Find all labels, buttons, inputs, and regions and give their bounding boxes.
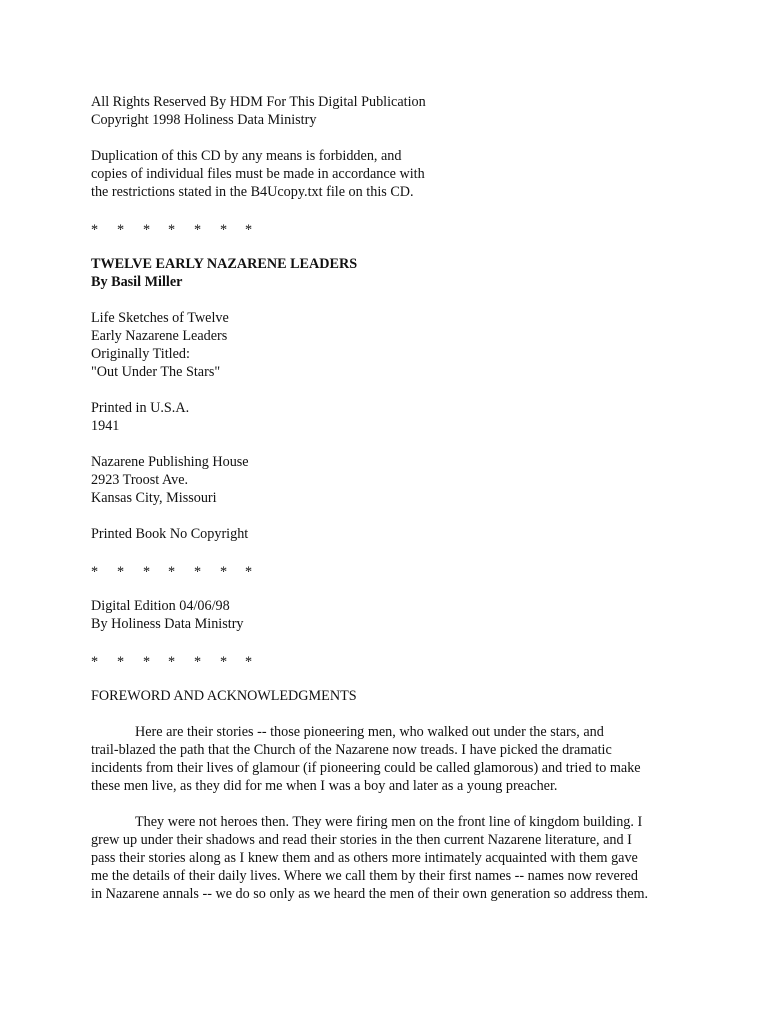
paragraph-line: me the details of their daily lives. Where we call them by their first names -- names now revered xyxy=(91,868,638,884)
separator-star: * xyxy=(245,654,253,670)
digital-edition-line-2: By Holiness Data Ministry xyxy=(91,616,244,632)
paragraph-line: grew up under their shadows and read their stories in the then current Nazarene literature, and I xyxy=(91,832,632,848)
separator-stars xyxy=(91,561,691,579)
separator-star: * xyxy=(168,654,176,670)
subtitle-line-1: Life Sketches of Twelve xyxy=(91,310,229,326)
paragraph-line: incidents from their lives of glamour (if pioneering could be called glamorous) and tried to make xyxy=(91,760,641,776)
separator-star: * xyxy=(220,654,228,670)
document-page xyxy=(91,93,691,903)
foreword-heading: FOREWORD AND ACKNOWLEDGMENTS xyxy=(91,688,357,704)
separator-star: * xyxy=(168,222,176,238)
separator-stars xyxy=(91,219,691,237)
book-title: TWELVE EARLY NAZARENE LEADERS xyxy=(91,256,358,272)
paragraph-line: pass their stories along as I knew them and as others more intimately acquainted with them gave xyxy=(91,850,638,866)
paragraph-line: They were not heroes then. They were firing men on the front line of kingdom building. I xyxy=(135,814,643,830)
paragraph-line: Here are their stories -- those pioneering men, who walked out under the stars, and xyxy=(135,724,604,740)
duplication-line-1: Duplication of this CD by any means is forbidden, and xyxy=(91,148,402,164)
duplication-line-3: the restrictions stated in the B4Ucopy.txt file on this CD. xyxy=(91,184,414,200)
separator-star: * xyxy=(143,654,151,670)
printed-line-2: 1941 xyxy=(91,418,120,434)
paragraph-line: these men live, as they did for me when I was a boy and later as a young preacher. xyxy=(91,778,558,794)
paragraph-line: trail-blazed the path that the Church of the Nazarene now treads. I have picked the dramatic xyxy=(91,742,612,758)
duplication-line-2: copies of individual files must be made in accordance with xyxy=(91,166,425,182)
separator-star: * xyxy=(194,564,202,580)
separator-star: * xyxy=(194,654,202,670)
separator-star: * xyxy=(117,654,125,670)
digital-edition-line-1: Digital Edition 04/06/98 xyxy=(91,598,230,614)
foreword-paragraph-1 xyxy=(91,723,691,795)
publisher-line-3: Kansas City, Missouri xyxy=(91,490,217,506)
subtitle-line-4: "Out Under The Stars" xyxy=(91,364,221,380)
separator-star: * xyxy=(143,564,151,580)
subtitle-line-3: Originally Titled: xyxy=(91,346,190,362)
separator-star: * xyxy=(91,222,99,238)
separator-star: * xyxy=(245,222,253,238)
paragraph-line: in Nazarene annals -- we do so only as we heard the men of their own generation so address them. xyxy=(91,886,649,902)
printed-line-1: Printed in U.S.A. xyxy=(91,400,190,416)
separator-star: * xyxy=(245,564,253,580)
separator-star: * xyxy=(91,564,99,580)
separator-star: * xyxy=(91,654,99,670)
separator-star: * xyxy=(143,222,151,238)
rights-line-2: Copyright 1998 Holiness Data Ministry xyxy=(91,112,317,128)
subtitle-line-2: Early Nazarene Leaders xyxy=(91,328,228,344)
book-author: By Basil Miller xyxy=(91,274,183,290)
separator-star: * xyxy=(117,222,125,238)
separator-star: * xyxy=(220,222,228,238)
separator-stars xyxy=(91,651,691,669)
publisher-line-2: 2923 Troost Ave. xyxy=(91,472,189,488)
separator-star: * xyxy=(220,564,228,580)
separator-star: * xyxy=(117,564,125,580)
copyright-note: Printed Book No Copyright xyxy=(91,526,249,542)
rights-line-1: All Rights Reserved By HDM For This Digital Publication xyxy=(91,94,426,110)
publisher-line-1: Nazarene Publishing House xyxy=(91,454,249,470)
separator-star: * xyxy=(168,564,176,580)
separator-star: * xyxy=(194,222,202,238)
foreword-paragraph-2 xyxy=(91,813,691,903)
